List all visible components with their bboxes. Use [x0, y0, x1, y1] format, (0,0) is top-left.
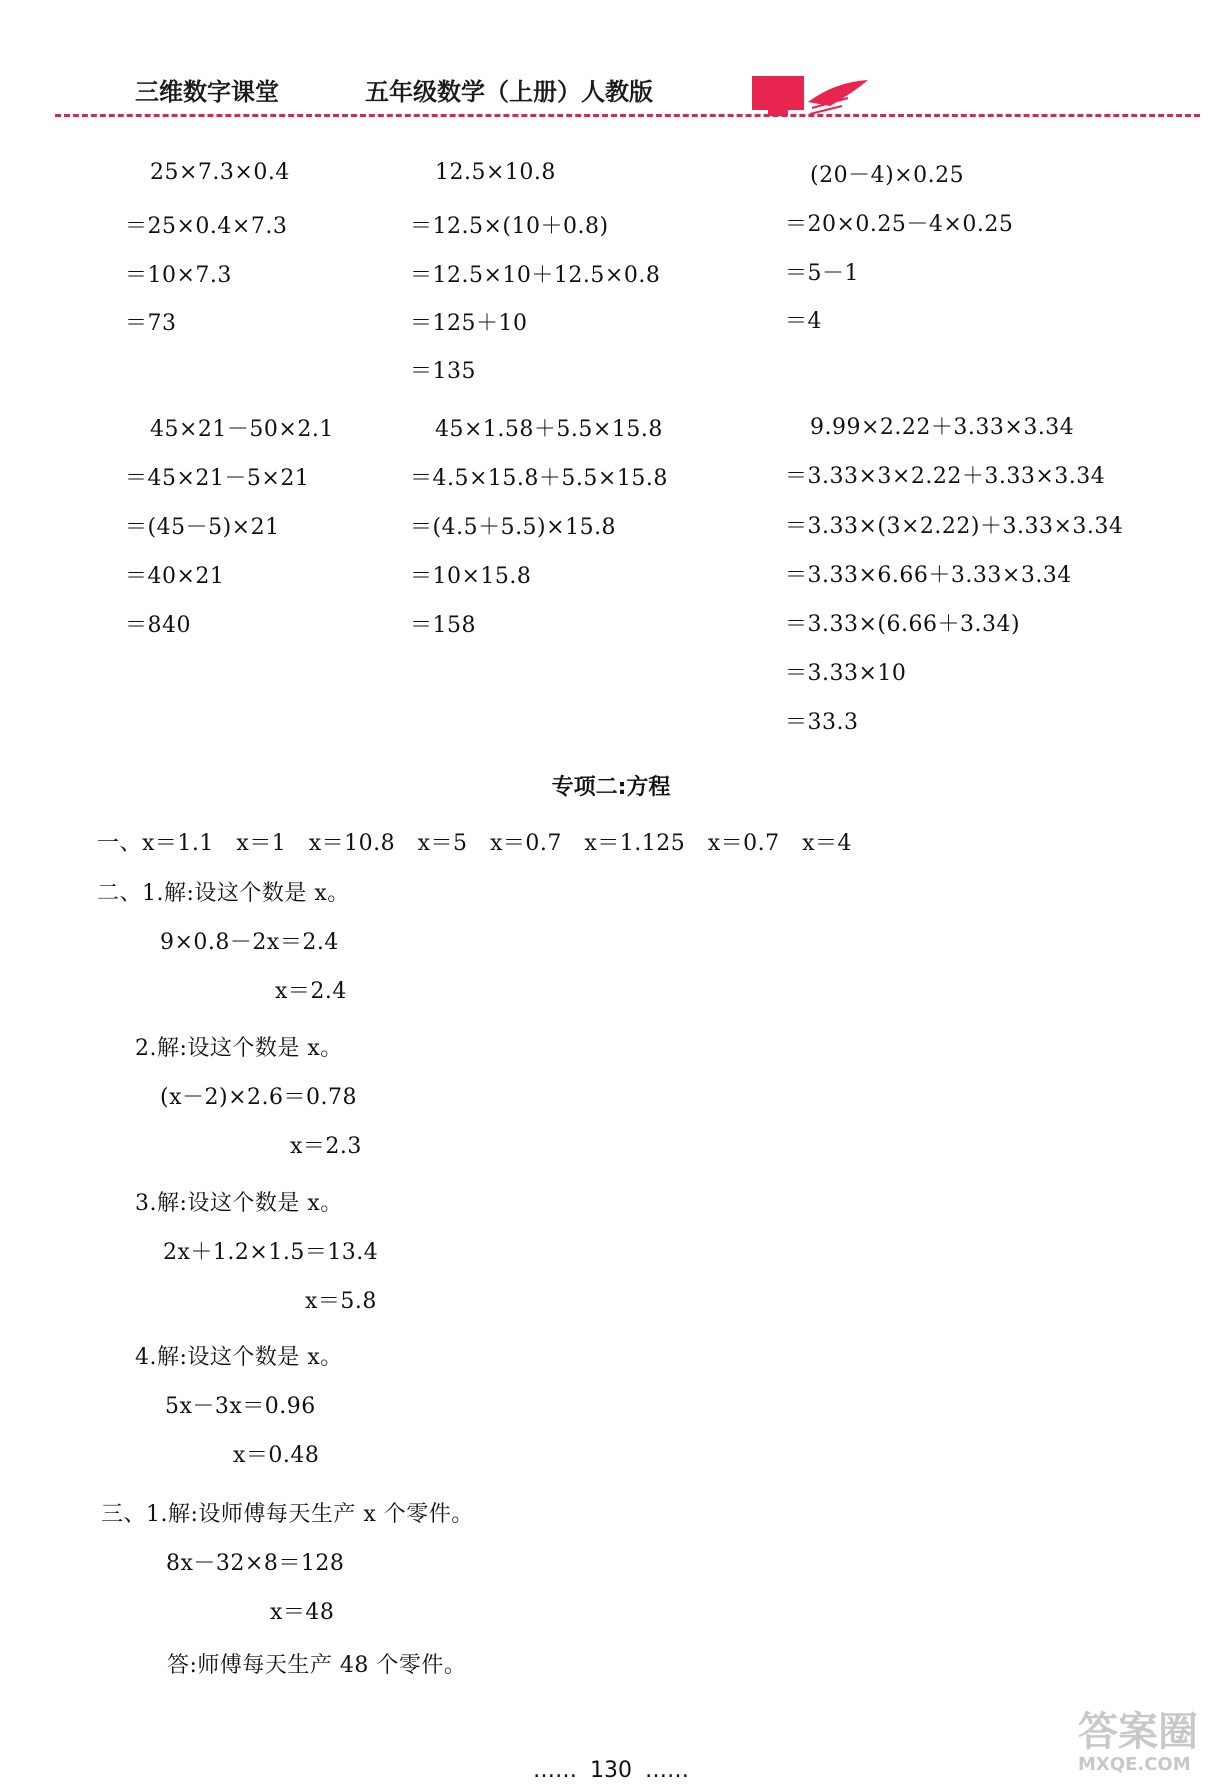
calc-line: ＝125＋10	[410, 311, 528, 336]
calc-line: 12.5×10.8	[435, 160, 556, 185]
calc-line: ＝840	[125, 613, 191, 638]
calc-line: 9.99×2.22＋3.33×3.34	[810, 415, 1075, 440]
calc-line: ＝20×0.25－4×0.25	[785, 212, 1014, 237]
page-number: 130	[590, 1758, 632, 1783]
answer-line: x＝2.3	[290, 1134, 362, 1159]
calc-line: ＝158	[410, 613, 476, 638]
calc-line: ＝3.33×10	[785, 661, 907, 686]
calc-line: ＝135	[410, 359, 476, 384]
answer-line: 5x－3x＝0.96	[165, 1394, 316, 1419]
calc-line: ＝(45－5)×21	[125, 515, 280, 540]
calc-line: 25×7.3×0.4	[150, 160, 290, 185]
watermark-logo: 答案圈	[1078, 1709, 1198, 1755]
calc-line: (20－4)×0.25	[810, 163, 965, 188]
answer-line: 8x－32×8＝128	[166, 1551, 345, 1576]
calc-line: ＝3.33×(6.66＋3.34)	[785, 612, 1021, 637]
calc-line: ＝4.5×15.8＋5.5×15.8	[410, 466, 668, 491]
answer-line: 2.解:设这个数是 x。	[135, 1036, 343, 1061]
answer-line: x＝5.8	[305, 1289, 377, 1314]
answer-line: 2x＋1.2×1.5＝13.4	[163, 1240, 379, 1265]
calc-line: ＝10×15.8	[410, 564, 532, 589]
calc-line: ＝25×0.4×7.3	[125, 214, 288, 239]
answer-line: 9×0.8－2x＝2.4	[160, 930, 339, 955]
answer-line: 3.解:设这个数是 x。	[135, 1191, 343, 1216]
calc-line: ＝12.5×10＋12.5×0.8	[410, 263, 661, 288]
answer-line: x＝2.4	[275, 979, 347, 1004]
answer-line: 答:师傅每天生产 48 个零件。	[167, 1653, 467, 1678]
calc-line: ＝45×21－5×21	[125, 466, 310, 491]
watermark	[1078, 1709, 1198, 1775]
calc-line: ＝40×21	[125, 564, 225, 589]
calc-line: ＝5－1	[785, 261, 859, 286]
calc-line: ＝(4.5＋5.5)×15.8	[410, 515, 617, 540]
page-dots-right: ……	[645, 1758, 689, 1783]
calc-line: ＝10×7.3	[125, 263, 232, 288]
calc-line: ＝3.33×3×2.22＋3.33×3.34	[785, 464, 1106, 489]
page-dots-left: ……	[533, 1758, 577, 1783]
calc-line: ＝3.33×(3×2.22)＋3.33×3.34	[785, 514, 1124, 539]
answer-line: 4.解:设这个数是 x。	[135, 1345, 343, 1370]
answer-line: x＝0.48	[233, 1443, 320, 1468]
answer-line: x＝48	[270, 1600, 335, 1625]
watermark-url: MXQE.COM	[1078, 1754, 1191, 1775]
calc-line: 45×21－50×2.1	[150, 417, 334, 442]
answer-line: 二、1.解:设这个数是 x。	[97, 881, 350, 906]
calc-line: ＝12.5×(10＋0.8)	[410, 214, 609, 239]
calc-line: ＝73	[125, 311, 177, 336]
calc-line: ＝3.33×6.66＋3.33×3.34	[785, 563, 1072, 588]
header-divider	[55, 114, 1200, 117]
calc-line: 45×1.58＋5.5×15.8	[435, 417, 663, 442]
header-book: 五年级数学（上册）人教版	[365, 78, 653, 106]
section-title: 专项二:方程	[551, 775, 671, 800]
answer-line: (x－2)×2.6＝0.78	[160, 1085, 357, 1110]
calc-line: ＝4	[785, 309, 822, 334]
calc-line: ＝33.3	[785, 710, 859, 735]
page-number-footer	[0, 1754, 1222, 1783]
answer-line: 三、1.解:设师傅每天生产 x 个零件。	[101, 1502, 474, 1527]
header-series: 三维数字课堂	[135, 78, 279, 106]
answer-line: 一、x＝1.1 x＝1 x＝10.8 x＝5 x＝0.7 x＝1.125 x＝0.7 x＝4	[97, 831, 853, 856]
